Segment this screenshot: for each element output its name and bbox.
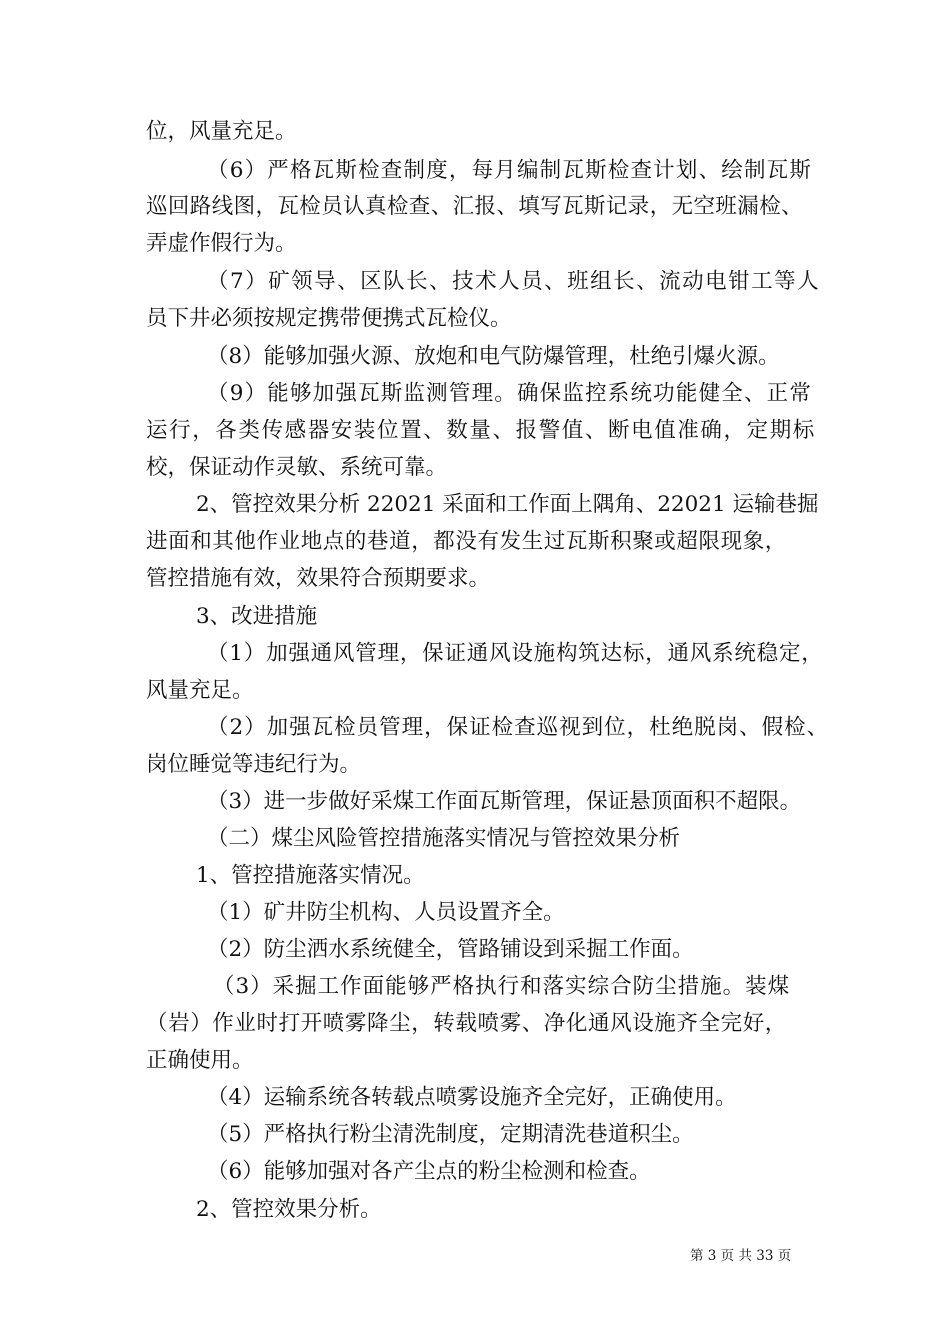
text-line-1: 位，风量充足。 xyxy=(146,119,297,144)
text-line-13: 管控措施有效，效果符合预期要求。 xyxy=(146,566,491,591)
text-line-19: （3）进一步做好采煤工作面瓦斯管理，保证悬顶面积不超限。 xyxy=(207,789,802,814)
text-line-23: （2）防尘洒水系统健全，管路铺设到采掘工作面。 xyxy=(207,937,694,962)
text-line-26: 正确使用。 xyxy=(146,1048,254,1073)
text-line-11: 2、管控效果分析 22021 采面和工作面上隅角、22021 运输巷掘 xyxy=(196,492,819,517)
text-line-14: 3、改进措施 xyxy=(196,604,318,629)
text-line-27: （4）运输系统各转载点喷雾设施齐全完好，正确使用。 xyxy=(207,1085,737,1110)
text-line-29: （6）能够加强对各产尘点的粉尘检测和检查。 xyxy=(207,1159,651,1184)
text-line-30: 2、管控效果分析。 xyxy=(196,1197,382,1222)
text-line-21: 1、管控措施落实情况。 xyxy=(196,863,425,888)
text-line-15: （1）加强通风管理，保证通风设施构筑达标，通风系统稳定， xyxy=(207,641,824,666)
text-line-2: （6）严格瓦斯检查制度，每月编制瓦斯检查计划、绘制瓦斯 xyxy=(207,158,813,183)
text-line-10: 校，保证动作灵敏、系统可靠。 xyxy=(146,455,448,480)
text-line-25: （岩）作业时打开喷雾降尘，转载喷雾、净化通风设施齐全完好， xyxy=(146,1011,787,1036)
text-line-9: 运行，各类传感器安装位置、数量、报警值、断电值准确，定期标 xyxy=(146,418,816,443)
text-line-17: （2）加强瓦检员管理，保证检查巡视到位，杜绝脱岗、假检、 xyxy=(207,715,830,740)
text-line-7: （8）能够加强火源、放炮和电气防爆管理，杜绝引爆火源。 xyxy=(207,344,780,369)
text-line-20: （二）煤尘风险管控措施落实情况与管控效果分析 xyxy=(207,826,681,851)
text-line-22: （1）矿井防尘机构、人员设置齐全。 xyxy=(207,900,565,925)
text-line-8: （9）能够加强瓦斯监测管理。确保监控系统功能健全、正常 xyxy=(207,381,813,406)
text-line-4: 弄虚作假行为。 xyxy=(146,231,297,256)
text-line-28: （5）严格执行粉尘清洗制度，定期清洗巷道积尘。 xyxy=(207,1122,694,1147)
text-line-5: （7）矿领导、区队长、技术人员、班组长、流动电钳工等人 xyxy=(207,269,821,294)
text-line-12: 进面和其他作业地点的巷道，都没有发生过瓦斯积聚或超限现象， xyxy=(146,529,787,554)
text-line-18: 岗位睡觉等违纪行为。 xyxy=(146,752,362,777)
text-line-24: （3）采掘工作面能够严格执行和落实综合防尘措施。装煤 xyxy=(213,974,791,999)
text-line-6: 员下井必须按规定携带便携式瓦检仪。 xyxy=(146,306,512,331)
text-line-16: 风量充足。 xyxy=(146,678,254,703)
page-number-footer: 第 3 页 共 33 页 xyxy=(690,1248,792,1264)
text-line-3: 巡回路线图，瓦检员认真检查、汇报、填写瓦斯记录，无空班漏检、 xyxy=(146,194,804,219)
